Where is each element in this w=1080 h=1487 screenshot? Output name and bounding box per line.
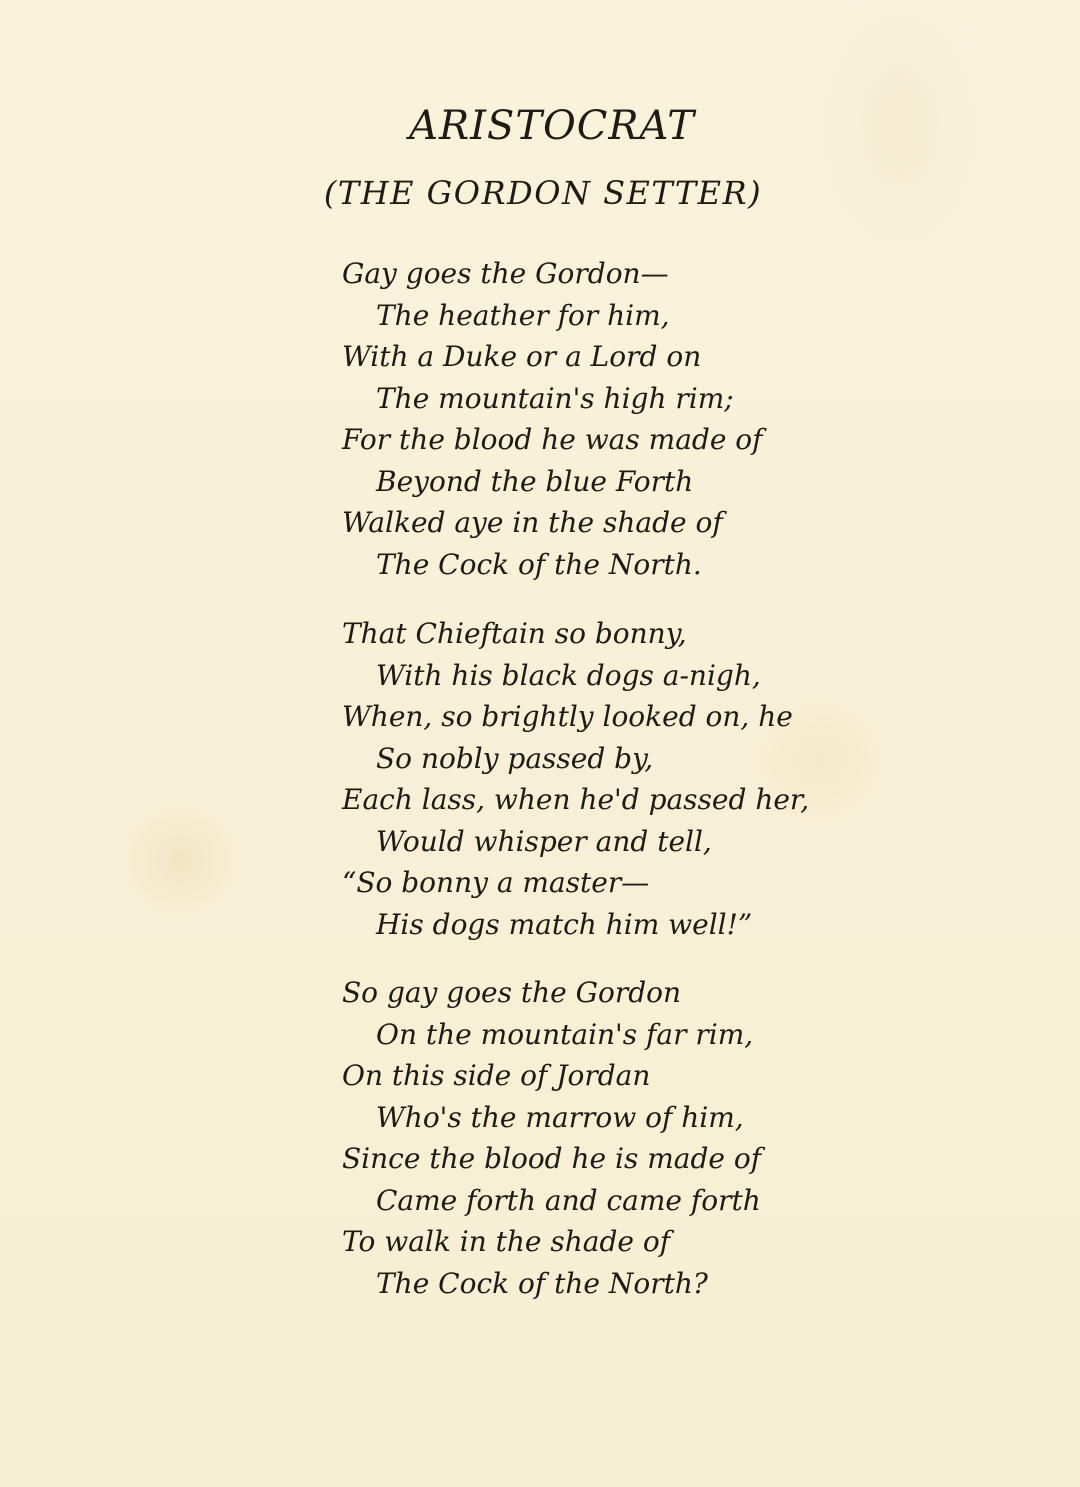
poem-subtitle: (THE GORDON SETTER) <box>323 174 763 212</box>
poem-line: Came forth and came forth <box>376 1183 761 1217</box>
poem-line: Would whisper and tell, <box>376 824 712 858</box>
poem-line: On the mountain's far rim, <box>376 1017 754 1051</box>
poem-line: “So bonny a master— <box>342 866 650 899</box>
poem-line: So gay goes the Gordon <box>342 976 682 1009</box>
poem-line: On this side of Jordan <box>342 1059 651 1092</box>
poem-line: Walked aye in the shade of <box>342 506 723 539</box>
poem-line: To walk in the shade of <box>342 1225 671 1258</box>
poem-line: That Chieftain so bonny, <box>342 617 687 650</box>
poem-line: Beyond the blue Forth <box>376 464 694 498</box>
poem-line: When, so brightly looked on, he <box>342 700 793 733</box>
poem-line: The Cock of the North. <box>376 547 702 581</box>
stanza-2 <box>342 613 902 945</box>
poem-line: Each lass, when he'd passed her, <box>342 783 810 816</box>
poem-line: With his black dogs a-nigh, <box>376 658 761 692</box>
poem-line: Gay goes the Gordon— <box>342 257 669 290</box>
poem-line: For the blood he was made of <box>342 423 763 456</box>
poem-line: His dogs match him well!” <box>376 907 753 941</box>
poem-line: The mountain's high rim; <box>376 381 734 415</box>
poem-line: Who's the marrow of him, <box>376 1100 744 1134</box>
poem-line: So nobly passed by, <box>376 741 654 775</box>
stanza-1 <box>342 253 902 585</box>
stanza-3 <box>342 972 902 1304</box>
poem-title: ARISTOCRAT <box>409 103 695 149</box>
poem-line: Since the blood he is made of <box>342 1142 762 1175</box>
poem-line: The Cock of the North? <box>376 1266 708 1300</box>
poem-line: With a Duke or a Lord on <box>342 340 702 373</box>
poem-line: The heather for him, <box>376 298 670 332</box>
